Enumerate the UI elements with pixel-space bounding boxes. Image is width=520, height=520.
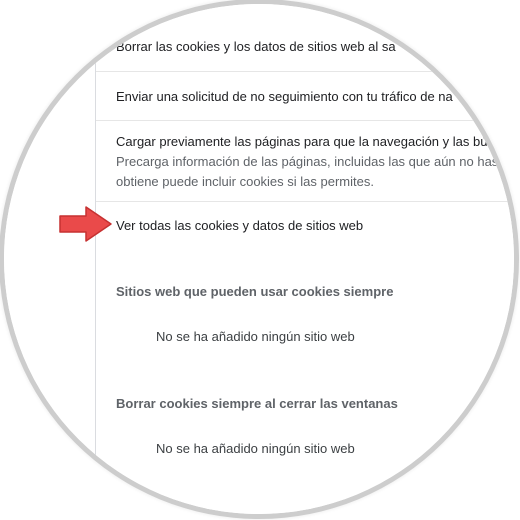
magnifier-lens (4, 4, 514, 514)
always-allow-heading: Sitios web que pueden usar cookies siempre (116, 284, 394, 299)
see-all-cookies-label: Ver todas las cookies y datos de sitios web (116, 218, 364, 233)
clear-on-exit-label: Borrar las cookies y los datos de sitios web al sa (116, 39, 396, 54)
always-clear-empty-message: No se ha añadido ningún sitio web (156, 441, 355, 456)
preload-title: Cargar previamente las páginas para que la navegación y las bú (116, 134, 488, 149)
cookies-settings-panel (4, 4, 514, 514)
row-divider (96, 201, 514, 202)
always-clear-heading: Borrar cookies siempre al cerrar las ventanas (116, 396, 398, 411)
clear-on-exit-setting[interactable] (96, 37, 514, 57)
preload-setting[interactable] (96, 132, 514, 192)
row-divider (96, 120, 514, 121)
see-all-cookies-link[interactable] (96, 216, 514, 236)
do-not-track-label: Enviar una solicitud de no seguimiento con tu tráfico de na (116, 89, 453, 104)
row-divider (96, 71, 514, 72)
right-arrow-icon (58, 204, 114, 244)
preload-description-line1: Precarga información de las páginas, incluidas las que aún no has (116, 154, 499, 169)
preload-description-line2: obtiene puede incluir cookies si las permites. (116, 174, 374, 189)
panel-left-border (95, 4, 96, 514)
do-not-track-setting[interactable] (96, 87, 514, 107)
always-allow-empty-message: No se ha añadido ningún sitio web (156, 329, 355, 344)
